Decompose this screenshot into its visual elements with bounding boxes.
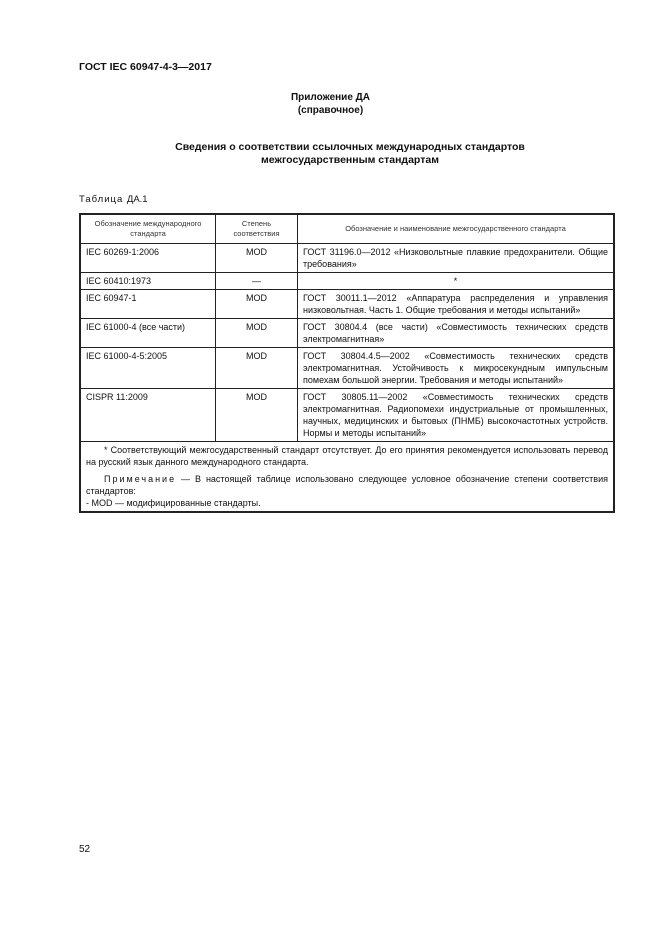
table-row [80, 290, 614, 319]
table-caption [79, 194, 148, 205]
cell-national: ГОСТ 31196.0—2012 «Низковольтные плавкие предохранители. Общие требования» [298, 244, 615, 273]
table-row [80, 389, 614, 442]
table-note [86, 473, 608, 497]
table-header-row [80, 214, 614, 244]
column-header-intl: Обозначение международного стандарта [80, 214, 216, 244]
cell-intl: CISPR 11:2009 [80, 389, 216, 442]
appendix-title: Приложение ДА [290, 92, 371, 103]
table-row [80, 348, 614, 389]
cell-intl: IEC 60947-1 [80, 290, 216, 319]
section-title [0, 141, 661, 167]
table-footnote: * Соответствующий межгосударственный стандарт отсутствует. До его принятия рекомендуется использовать перевод на русский язык данного международного стандарта. [86, 445, 608, 467]
note-item: - MOD — модифицированные стандарты. [86, 498, 261, 508]
cell-national: * [298, 273, 615, 290]
cell-degree: MOD [216, 348, 298, 389]
table-row [80, 319, 614, 348]
cell-national: ГОСТ 30804.4 (все части) «Совместимость технических средств электромагнитная» [298, 319, 615, 348]
appendix-heading [0, 91, 661, 117]
cell-national: ГОСТ 30011.1—2012 «Аппаратура распределения и управления низковольтная. Часть 1. Общие требования и методы испытаний» [298, 290, 615, 319]
cell-intl: IEC 60269-1:2006 [80, 244, 216, 273]
page-number: 52 [79, 844, 91, 855]
appendix-subtitle: (справочное) [297, 105, 364, 116]
note-label: Примечание [104, 474, 177, 484]
column-header-degree: Степень соответствия [216, 214, 298, 244]
cell-degree: MOD [216, 319, 298, 348]
cell-degree: MOD [216, 389, 298, 442]
cell-national: ГОСТ 30804.4.5—2002 «Совместимость технических средств электромагнитная. Устойчивость к микросекундным импульсным помехам большой энергии. Требования и методы испытаний» [298, 348, 615, 389]
cell-intl: IEC 61000-4-5:2005 [80, 348, 216, 389]
cell-intl: IEC 61000-4 (все части) [80, 319, 216, 348]
cell-degree: — [216, 273, 298, 290]
cell-intl: IEC 60410:1973 [80, 273, 216, 290]
table-row [80, 244, 614, 273]
column-header-national: Обозначение и наименование межгосударственного стандарта [298, 214, 615, 244]
standards-table [79, 213, 615, 513]
table-notes-cell [80, 442, 614, 513]
cell-national: ГОСТ 30805.11—2002 «Совместимость технических средств электромагнитная. Радиопомехи индустриальные от промышленных, научных, медицинских и бытовых (ПНМБ) высокочастотных устройств. Нормы и методы испытаний» [298, 389, 615, 442]
cell-degree: MOD [216, 290, 298, 319]
cell-degree: MOD [216, 244, 298, 273]
table-caption-label: Таблица [79, 194, 124, 205]
table-row [80, 273, 614, 290]
table-notes-row [80, 442, 614, 513]
section-title-line2: межгосударственным стандартам [261, 154, 439, 166]
note-text: — В настоящей таблице использовано следующее условное обозначение степени соответствия стандартов: [86, 474, 608, 496]
document-code: ГОСТ IEC 60947-4-3—2017 [79, 61, 212, 73]
section-title-line1: Сведения о соответствии ссылочных международных стандартов [175, 141, 525, 153]
table-caption-number: ДА.1 [126, 194, 148, 205]
